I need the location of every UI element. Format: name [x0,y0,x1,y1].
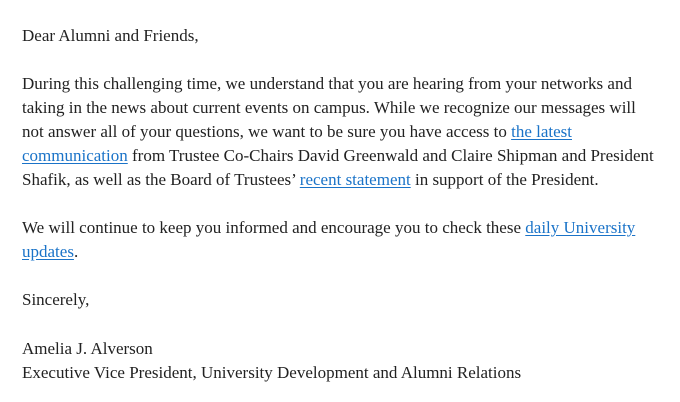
closing: Sincerely, [22,290,90,309]
paragraph-1-text: from Trustee Co-Chairs David Greenwald and Claire Shipman and President [127,146,654,165]
paragraph-1-line-3 [22,120,572,144]
paragraph-1-line-2: taking in the news about current events on campus. While we recognize our messages will [22,98,636,117]
paragraph-2-line-1 [22,216,635,240]
latest-communication-link[interactable]: the latest [511,122,572,141]
paragraph-1-line-5 [22,168,599,192]
latest-communication-link-continued[interactable]: communication [22,146,128,165]
paragraph-1-line-1: During this challenging time, we understand that you are hearing from your networks and [22,74,632,93]
paragraph-2-text: We will continue to keep you informed and encourage you to check these [22,218,526,237]
paragraph-2-line-2 [22,240,78,264]
signature-title: Executive Vice President, University Development and Alumni Relations [22,363,522,382]
paragraph-2-text: . [73,242,79,261]
daily-updates-link[interactable]: daily University [525,218,636,237]
paragraph-1-text: in support of the President. [410,170,599,189]
paragraph-1-text: not answer all of your questions, we want to be sure you have access to [22,122,512,141]
recent-statement-link[interactable]: recent statement [299,170,411,189]
signature-name: Amelia J. Alverson [22,339,153,358]
daily-updates-link-continued[interactable]: updates [22,242,74,261]
paragraph-1-text: Shafik, as well as the Board of Trustees’ [22,170,300,189]
greeting: Dear Alumni and Friends, [22,26,199,45]
paragraph-1-line-4 [22,144,654,168]
